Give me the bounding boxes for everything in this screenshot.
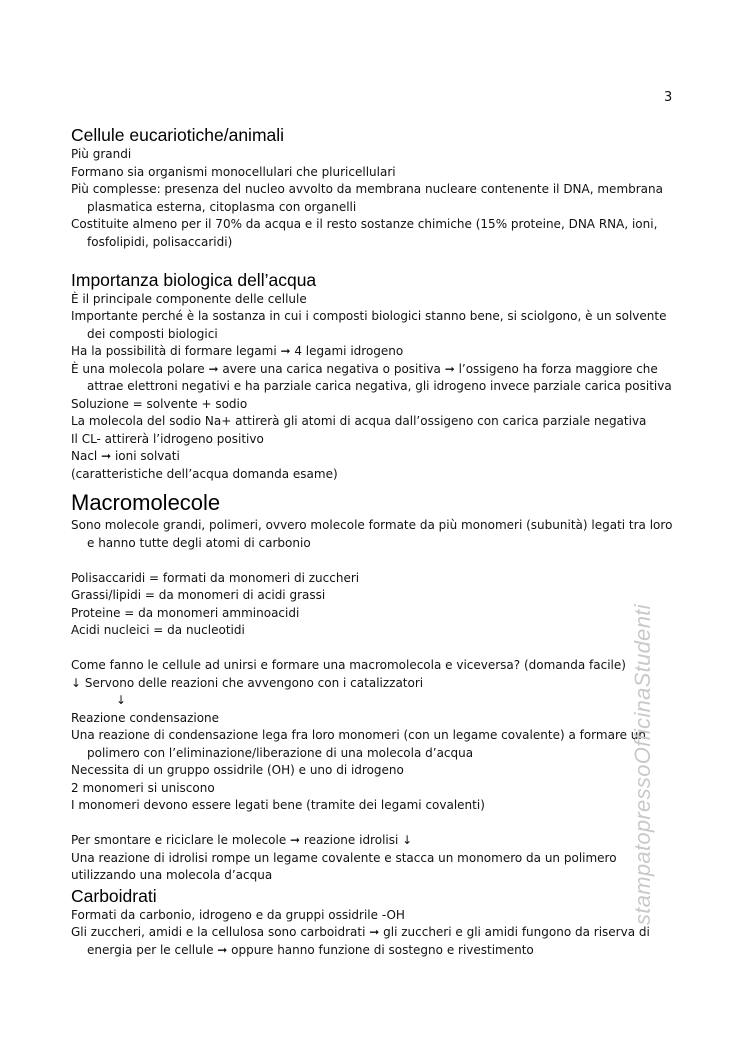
list-item: Polisaccaridi = formati da monomeri di zuccheri bbox=[71, 570, 360, 585]
text-line: Reazione condensazione bbox=[71, 710, 220, 725]
text-line: I monomeri devono essere legati bene (tramite dei legami covalenti) bbox=[71, 798, 485, 812]
spacer bbox=[71, 251, 681, 269]
text-line: Una reazione di idrolisi rompe un legame covalente e stacca un monomero da un polimero utilizzando una molecola d’acqua bbox=[71, 850, 617, 882]
list-item: Acidi nucleici = da nucleotidi bbox=[71, 623, 245, 637]
heading-cellule-eucariotiche: Cellule eucariotiche/animali bbox=[71, 125, 285, 145]
heading-importanza-acqua: Importanza biologica dell’acqua bbox=[71, 269, 317, 290]
heading-carboidrati: Carboidrati bbox=[71, 885, 157, 906]
text-line: Nacl ➞ ioni solvati bbox=[71, 449, 180, 463]
text-line: Una reazione di condensazione lega fra loro monomeri (con un legame covalente) a formare un polimero con l’eliminazione/liberazione di una molecola d’acqua bbox=[71, 728, 647, 760]
text-line: Formati da carbonio, idrogeno e da gruppi ossidrile -OH bbox=[71, 907, 405, 922]
list-item: Proteine = da monomeri amminoacidi bbox=[71, 605, 300, 620]
text-line: Costituite almeno per il 70% da acqua e il resto sostanze chimiche (15% proteine, DNA RNA, ioni, fosfolipidi, polisaccaridi) bbox=[71, 217, 658, 249]
text-line: Sono molecole grandi, polimeri, ovvero molecole formate da più monomeri (subunità) legati tra loro e hanno tutte degli atomi di carbonio bbox=[71, 518, 673, 550]
down-arrow-icon: ↓ bbox=[116, 693, 127, 707]
text-line: Il CL- attirerà l’idrogeno positivo bbox=[71, 431, 264, 446]
watermark: stampatopressoOfficinaStudenti bbox=[630, 604, 655, 925]
spacer bbox=[71, 640, 681, 658]
text-line: (caratteristiche dell’acqua domanda esame) bbox=[71, 466, 338, 481]
document-body bbox=[71, 124, 681, 959]
text-line: Soluzione = solvente + sodio bbox=[71, 396, 248, 411]
text-line: Formano sia organismi monocellulari che pluricellulari bbox=[71, 164, 396, 179]
text-line: ↓ Servono delle reazioni che avvengono con i catalizzatori bbox=[71, 675, 424, 690]
text-line: 2 monomeri si uniscono bbox=[71, 780, 215, 795]
spacer bbox=[71, 552, 681, 570]
heading-macromolecole: Macromolecole bbox=[71, 490, 221, 515]
text-line: È il principale componente delle cellule bbox=[71, 291, 307, 306]
text-line: Importante perché è la sostanza in cui i composti biologici stanno bene, si sciolgono, è un solvente dei composti biologici bbox=[71, 309, 667, 341]
text-line: Per smontare e riciclare le molecole ➞ reazione idrolisi ↓ bbox=[71, 833, 413, 847]
text-line: È una molecola polare ➞ avere una carica negativa o positiva ➞ l’ossigeno ha forza maggiore che attrae elettroni negativi e ha parziale carica negativa, gli idrogeno invece parziale carica positiva bbox=[71, 361, 672, 393]
text-line: Gli zuccheri, amidi e la cellulosa sono carboidrati ➞ gli zuccheri e gli amidi fungono da riserva di energia per le cellule ➞ oppure hanno funzione di sostegno e rivestimento bbox=[71, 925, 650, 957]
list-item: Grassi/lipidi = da monomeri di acidi grassi bbox=[71, 588, 326, 602]
text-line: La molecola del sodio Na+ attirerà gli atomi di acqua dall’ossigeno con carica parziale negativa bbox=[71, 414, 647, 428]
text-line: Necessita di un gruppo ossidrile (OH) e uno di idrogeno bbox=[71, 763, 404, 777]
spacer bbox=[71, 815, 681, 833]
text-line: Ha la possibilità di formare legami ➞ 4 legami idrogeno bbox=[71, 344, 404, 358]
page-number: 3 bbox=[664, 90, 673, 105]
text-line: Più complesse: presenza del nucleo avvolto da membrana nucleare contenente il DNA, membrana plasmatica esterna, citoplasma con organelli bbox=[71, 182, 663, 214]
text-line: Più grandi bbox=[71, 147, 132, 161]
text-line: Come fanno le cellule ad unirsi e formare una macromolecola e viceversa? (domanda facile) bbox=[71, 658, 626, 672]
